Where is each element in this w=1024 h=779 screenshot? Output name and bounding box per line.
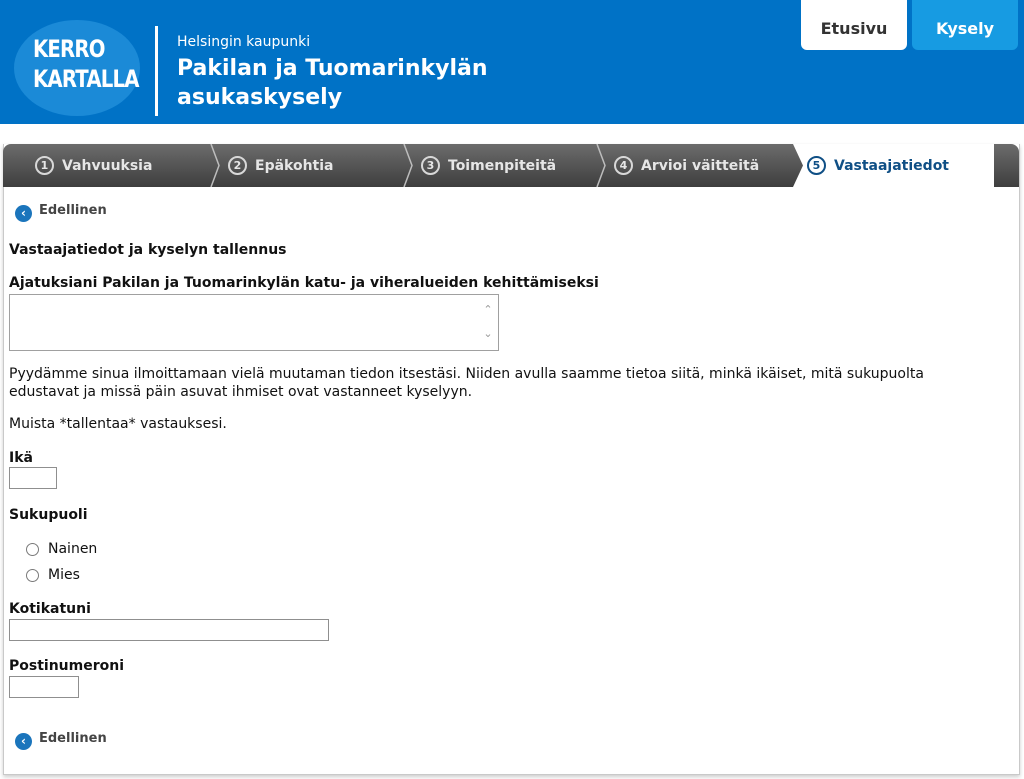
step-separator xyxy=(595,144,607,187)
chevron-down-icon: ⌄ xyxy=(483,327,493,340)
step-number: 1 xyxy=(35,156,54,175)
nav-home-button[interactable]: Etusivu xyxy=(801,0,907,50)
intro-text-line1: Pyydämme sinua ilmoittamaan vielä muutaman tiedon itsestäsi. Niiden avulla saamme tietoa siitä, minkä ikäiset, mitä sukupuolta xyxy=(9,366,924,382)
step-2[interactable] xyxy=(228,144,334,187)
content-panel xyxy=(3,144,1020,775)
logo-line1: KERRO xyxy=(33,35,105,63)
gender-option-label: Nainen xyxy=(48,541,98,557)
step-number: 2 xyxy=(228,156,247,175)
step-number: 3 xyxy=(421,156,440,175)
step-label: Vastaajatiedot xyxy=(834,158,950,174)
gender-label: Sukupuoli xyxy=(9,507,88,523)
age-label: Ikä xyxy=(9,450,33,466)
gender-option-label: Mies xyxy=(48,567,80,583)
back-link-top[interactable] xyxy=(15,203,107,222)
postal-code-input[interactable] xyxy=(9,676,79,698)
thoughts-textarea[interactable] xyxy=(9,294,499,351)
gender-radio-male[interactable] xyxy=(26,569,39,582)
step-label: Toimenpiteitä xyxy=(448,158,557,174)
step-5-active[interactable] xyxy=(807,144,949,187)
chevron-left-icon: ‹ xyxy=(15,733,32,750)
age-input[interactable] xyxy=(9,467,57,489)
organization-name: Helsingin kaupunki xyxy=(177,34,311,50)
step-4[interactable] xyxy=(614,144,759,187)
textarea-scrollbar[interactable] xyxy=(481,298,495,346)
back-label: Edellinen xyxy=(39,203,107,218)
step-separator xyxy=(209,144,221,187)
logo-line2: KARTALLA xyxy=(33,65,139,93)
save-reminder: Muista *tallentaa* vastauksesi. xyxy=(9,416,227,432)
step-3[interactable] xyxy=(421,144,556,187)
nav-survey-button[interactable]: Kysely xyxy=(912,0,1018,50)
site-header xyxy=(0,0,1024,124)
gender-radio-female[interactable] xyxy=(26,543,39,556)
logo-text xyxy=(33,34,139,94)
step-number: 5 xyxy=(807,156,826,175)
step-navigation xyxy=(3,144,1019,187)
postal-code-label: Postinumeroni xyxy=(9,658,125,674)
chevron-left-icon: ‹ xyxy=(15,205,32,222)
thoughts-label: Ajatuksiani Pakilan ja Tuomarinkylän katu- ja viheralueiden kehittämiseksi xyxy=(9,275,599,291)
section-title: Vastaajatiedot ja kyselyn tallennus xyxy=(9,242,287,258)
header-divider xyxy=(155,26,158,116)
chevron-up-icon: ⌃ xyxy=(483,303,493,316)
intro-text-line2: edustavat ja missä päin asuvat ihmiset ovat vastanneet kyselyyn. xyxy=(9,384,473,400)
step-label: Arvioi väitteitä xyxy=(641,158,760,174)
step-label: Vahvuuksia xyxy=(62,158,153,174)
step-1[interactable] xyxy=(35,144,152,187)
street-label: Kotikatuni xyxy=(9,601,91,617)
step-label: Epäkohtia xyxy=(255,158,334,174)
page-title: Pakilan ja Tuomarinkylän asukaskysely xyxy=(177,56,488,110)
back-label: Edellinen xyxy=(39,731,107,746)
step-number: 4 xyxy=(614,156,633,175)
street-input[interactable] xyxy=(9,619,329,641)
back-link-bottom[interactable] xyxy=(15,731,107,750)
step-separator xyxy=(402,144,414,187)
